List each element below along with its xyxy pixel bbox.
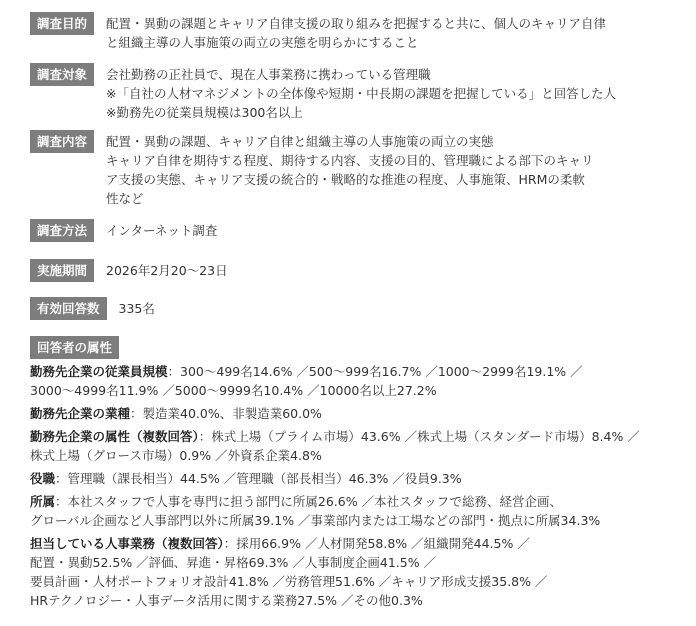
section-label: 実施期間 (30, 259, 94, 282)
section-label: 調査方法 (30, 219, 94, 242)
attribute-heading: 所属 (30, 494, 56, 509)
attribute-company-size (30, 362, 680, 400)
attribute-line: ：300〜499名14.6% ／500〜999名16.7% ／1000〜2999名19.1% ／ (167, 364, 583, 379)
attribute-line: 要員計画・人材ポートフォリオ設計41.8% ／労務管理51.6% ／キャリア形成支援35.8% ／ (30, 574, 548, 589)
section-line: 会社勤務の正社員で、現在人事業務に携わっている管理職 (106, 67, 431, 82)
section-label: 有効回答数 (30, 297, 107, 320)
attribute-heading: 担当している人事業務（複数回答） (30, 536, 224, 551)
attribute-line: ：株式上場（プライム市場）43.6% ／株式上場（スタンダード市場）8.4% ／ (198, 429, 640, 444)
section-line: ア支援の実態、キャリア支援の統合的・戦略的な推進の程度、人事施策、HRMの柔軟 (106, 172, 585, 187)
section-content (106, 130, 594, 208)
section-line: キャリア自律を期待する程度、期待する内容、支援の目的、管理職による部下のキャリ (106, 153, 594, 168)
section-label: 回答者の属性 (30, 336, 119, 359)
attribute-hr-duties (30, 534, 680, 610)
section-content (106, 259, 228, 280)
attribute-line: 3000〜4999名11.9% ／5000〜9999名10.4% ／10000名以上27.2% (30, 383, 437, 398)
attribute-line: ：採用66.9% ／人材開発58.8% ／組織開発44.5% ／ (223, 536, 530, 551)
attribute-line: グローバル企画など人事部門以外に所属39.1% ／事業部内または工場などの部門・拠点に所属34.3% (30, 513, 601, 528)
section-line: 配置・異動の課題、キャリア自律と組織主導の人事施策の両立の実態 (106, 134, 494, 149)
section-content (106, 63, 616, 122)
section-method (30, 219, 217, 242)
section-purpose (30, 12, 606, 52)
section-target (30, 63, 616, 122)
section-period (30, 259, 228, 282)
attribute-line: HRテクノロジー・人事データ活用に関する業務27.5% ／その他0.3% (30, 593, 423, 608)
section-line: インターネット調査 (106, 223, 218, 238)
section-line: ※「自社の人材マネジメントの全体像や短期・中長期の課題を把握している」と回答した人 (106, 86, 617, 101)
section-line: 性など (106, 191, 144, 206)
attribute-line: 株式上場（グロース市場）0.9% ／外資系企業4.8% (30, 448, 322, 463)
section-label: 調査対象 (30, 63, 94, 86)
section-responses (30, 297, 155, 320)
attribute-industry (30, 404, 680, 423)
attribute-department (30, 492, 680, 530)
section-label: 調査内容 (30, 130, 94, 153)
attribute-company-type (30, 427, 680, 465)
section-line: 配置・異動の課題とキャリア自律支援の取り組みを把握すると共に、個人のキャリア自律 (106, 16, 607, 31)
section-label: 調査目的 (30, 12, 94, 35)
attribute-heading: 役職 (30, 471, 56, 486)
attribute-position (30, 469, 680, 488)
attribute-list (30, 362, 680, 614)
attribute-heading: 勤務先企業の業種 (30, 406, 131, 421)
section-content (106, 12, 606, 52)
section-line: 335名 (118, 301, 155, 316)
attribute-line: ：本社スタッフで人事を専門に担う部門に所属26.6% ／本社スタッフで総務、経営企画、 (55, 494, 562, 509)
section-respondent-attributes (30, 336, 119, 359)
section-content (119, 297, 155, 318)
section-line: 2026年2月20〜23日 (106, 263, 228, 278)
attribute-heading: 勤務先企業の属性（複数回答） (30, 429, 199, 444)
section-line: と組織主導の人事施策の両立の実態を明らかにすること (106, 35, 419, 50)
attribute-line: ：製造業40.0%、非製造業60.0% (130, 406, 322, 421)
attribute-line: 配置・異動52.5% ／評価、昇進・昇格69.3% ／人事制度企画41.5% ／ (30, 555, 437, 570)
section-content (106, 219, 217, 240)
section-line: ※勤務先の従業員規模は300名以上 (106, 105, 303, 120)
attribute-line: ：管理職（課長相当）44.5% ／管理職（部長相当）46.3% ／役員9.3% (55, 471, 462, 486)
section-content-scope (30, 130, 594, 208)
attribute-heading: 勤務先企業の従業員規模 (30, 364, 168, 379)
